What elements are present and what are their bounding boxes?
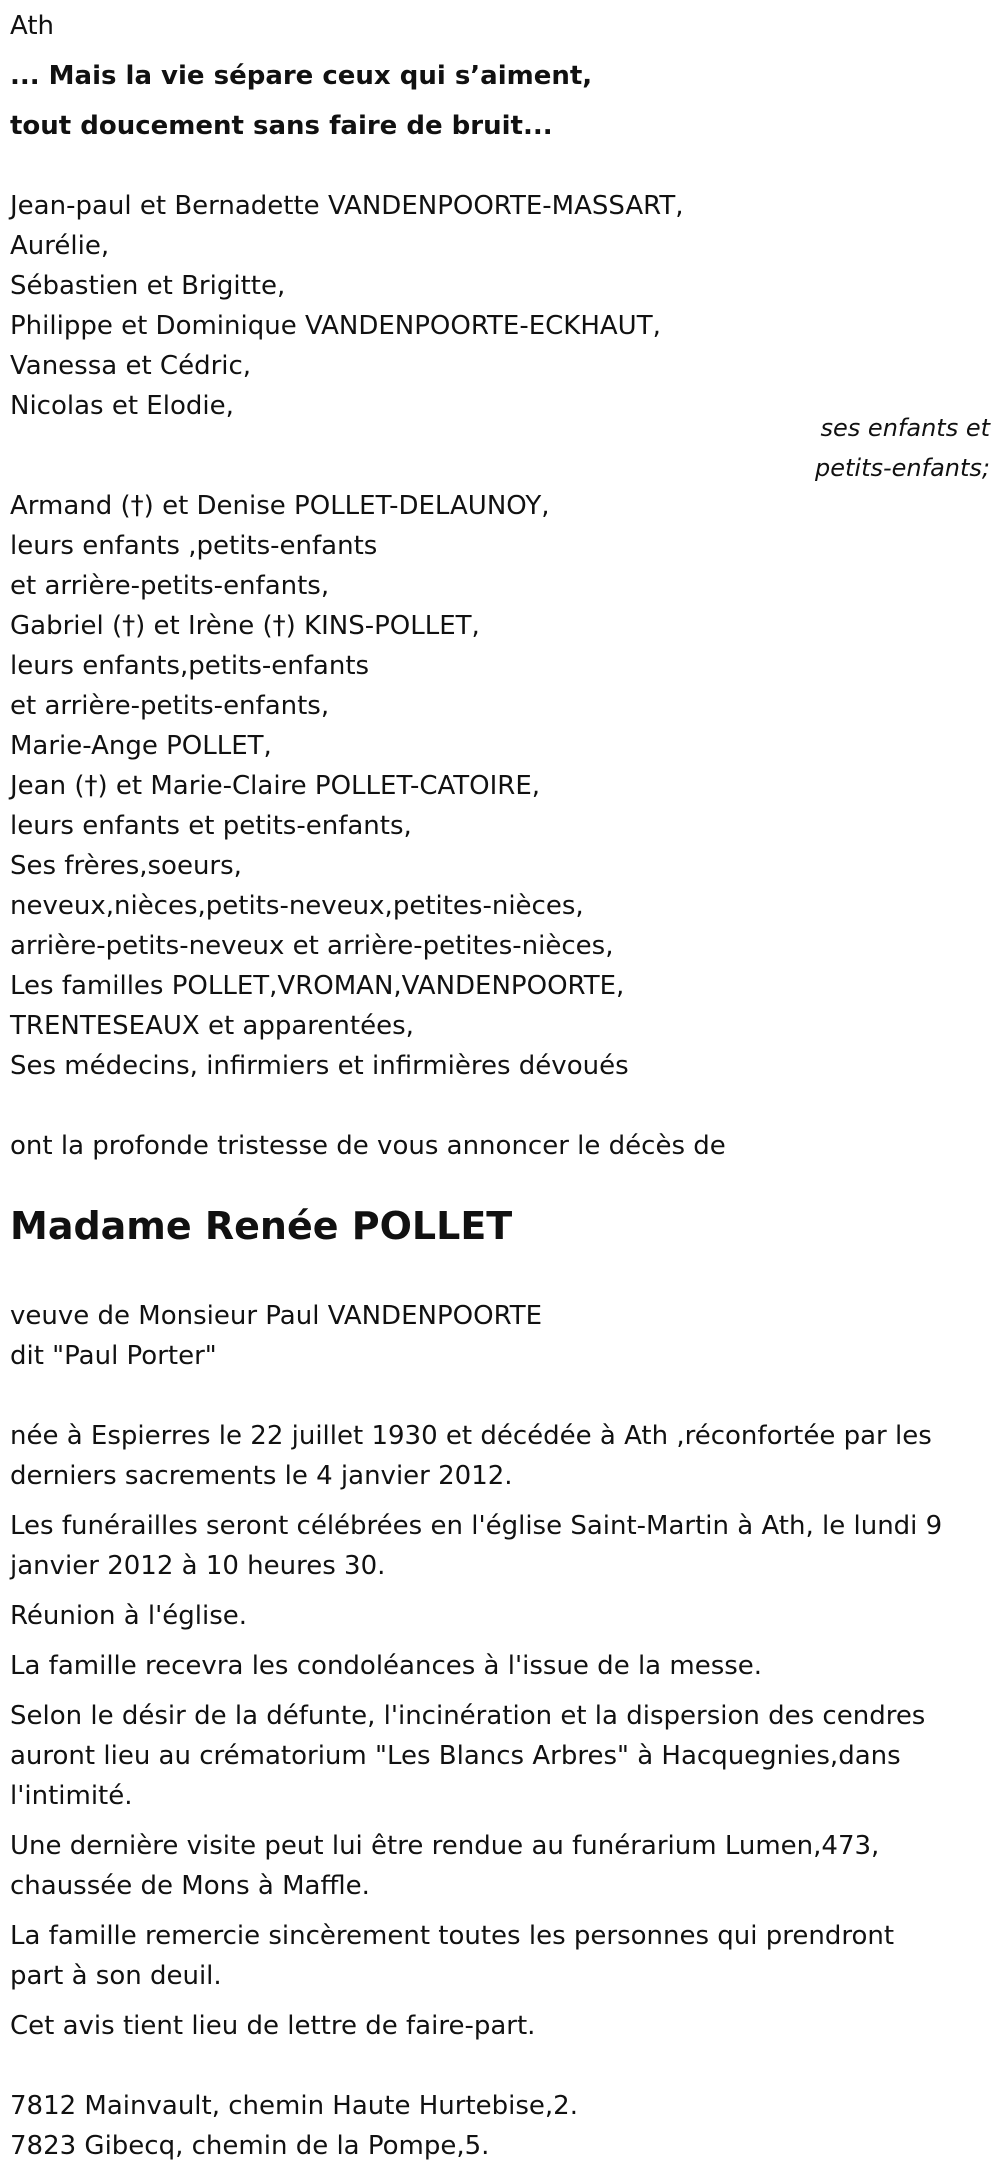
relative-line: Gabriel (†) et Irène (†) KINS-POLLET, [10, 611, 480, 641]
relative-line: Jean (†) et Marie-Claire POLLET-CATOIRE, [10, 771, 541, 801]
detail-line: Les funérailles seront célébrées en l'église Saint-Martin à Ath, le lundi 9 [10, 1511, 943, 1541]
detail-line: La famille recevra les condoléances à l'issue de la messe. [10, 1651, 763, 1681]
deceased-name: Madame Renée POLLET [10, 1204, 513, 1248]
family-line: Sébastien et Brigitte, [10, 271, 286, 301]
detail-line: janvier 2012 à 10 heures 30. [10, 1551, 386, 1581]
relative-line: leurs enfants et petits-enfants, [10, 811, 412, 841]
family-line: Vanessa et Cédric, [10, 351, 252, 381]
city-label: Ath [10, 11, 55, 41]
quote-line-2: tout doucement sans faire de bruit... [10, 111, 553, 141]
address-line: 7823 Gibecq, chemin de la Pompe,5. [10, 2131, 490, 2161]
relative-line: arrière-petits-neveux et arrière-petites-nièces, [10, 931, 614, 961]
family-line: Aurélie, [10, 231, 110, 261]
relative-line: neveux,nièces,petits-neveux,petites-nièces, [10, 891, 584, 921]
detail-line: part à son deuil. [10, 1961, 222, 1991]
announcement-text: ont la profonde tristesse de vous annoncer le décès de [10, 1131, 726, 1161]
relative-line: et arrière-petits-enfants, [10, 691, 330, 721]
detail-line: chaussée de Mons à Maffle. [10, 1871, 370, 1901]
detail-line: l'intimité. [10, 1781, 133, 1811]
relative-line: leurs enfants ,petits-enfants [10, 531, 378, 561]
detail-line: Selon le désir de la défunte, l'incinération et la dispersion des cendres [10, 1701, 926, 1731]
family-line: Philippe et Dominique VANDENPOORTE-ECKHAUT, [10, 311, 661, 341]
family-line: Jean-paul et Bernadette VANDENPOORTE-MASSART, [10, 191, 684, 221]
quote-line-1: ... Mais la vie sépare ceux qui s’aiment, [10, 61, 593, 91]
relative-line: Ses médecins, infirmiers et infirmières dévoués [10, 1051, 629, 1081]
relative-line: Les familles POLLET,VROMAN,VANDENPOORTE, [10, 971, 625, 1001]
detail-line: derniers sacrements le 4 janvier 2012. [10, 1461, 513, 1491]
children-caption-1: ses enfants et [820, 414, 990, 442]
detail-line: auront lieu au crématorium "Les Blancs Arbres" à Hacquegnies,dans [10, 1741, 901, 1771]
relative-line: Ses frères,soeurs, [10, 851, 242, 881]
detail-line: née à Espierres le 22 juillet 1930 et décédée à Ath ,réconfortée par les [10, 1421, 932, 1451]
detail-line: La famille remercie sincèrement toutes les personnes qui prendront [10, 1921, 895, 1951]
relative-line: Armand (†) et Denise POLLET-DELAUNOY, [10, 491, 550, 521]
spouse-line-1: veuve de Monsieur Paul VANDENPOORTE [10, 1301, 543, 1331]
detail-line: Cet avis tient lieu de lettre de faire-part. [10, 2011, 536, 2041]
spouse-line-2: dit "Paul Porter" [10, 1341, 217, 1371]
address-line: 7812 Mainvault, chemin Haute Hurtebise,2. [10, 2091, 578, 2121]
family-line: Nicolas et Elodie, [10, 391, 234, 421]
relative-line: Marie-Ange POLLET, [10, 731, 272, 761]
relative-line: et arrière-petits-enfants, [10, 571, 330, 601]
children-caption-2: petits-enfants; [815, 454, 990, 482]
relative-line: leurs enfants,petits-enfants [10, 651, 370, 681]
detail-line: Une dernière visite peut lui être rendue au funérarium Lumen,473, [10, 1831, 880, 1861]
relative-line: TRENTESEAUX et apparentées, [10, 1011, 414, 1041]
detail-line: Réunion à l'église. [10, 1601, 248, 1631]
